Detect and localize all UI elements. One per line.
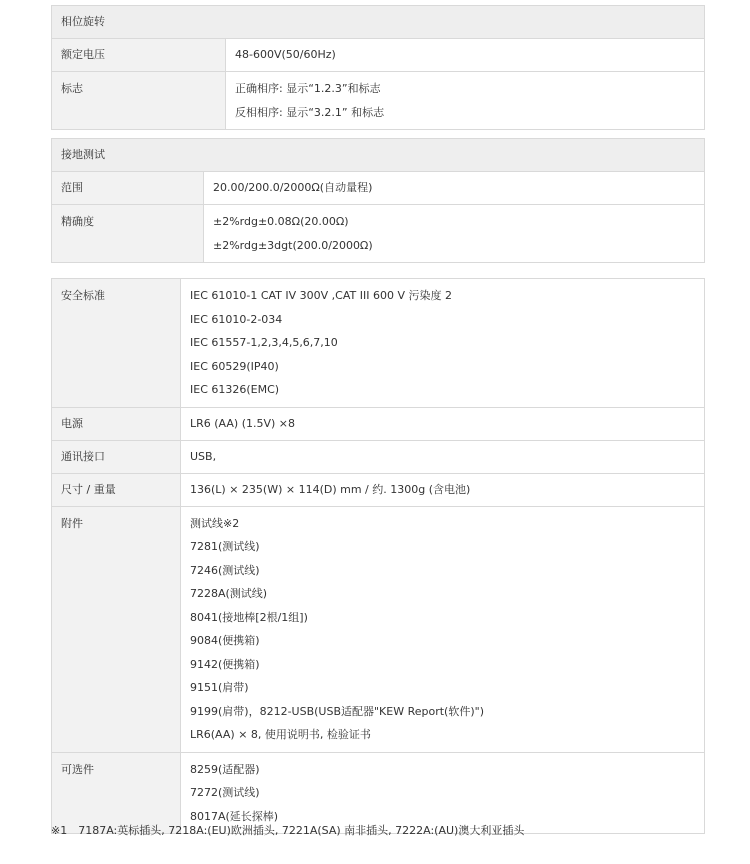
spec-label: 安全标准 xyxy=(52,279,181,407)
spec-row xyxy=(52,279,704,408)
spec-label: 精确度 xyxy=(52,205,204,262)
spec-label: 可选件 xyxy=(52,753,181,834)
spec-value xyxy=(204,205,704,262)
spec-value xyxy=(226,39,704,71)
spec-value-line: 136(L) × 235(W) × 114(D) mm / 约. 1300g (含电池) xyxy=(190,482,471,496)
spec-value xyxy=(204,172,704,204)
spec-row xyxy=(52,507,704,753)
spec-value-line: 8017A(延长探棒) xyxy=(190,809,279,823)
spec-value-line: 测试线※2 xyxy=(190,516,240,530)
spec-value-line: 8259(适配器) xyxy=(190,762,260,776)
spec-row xyxy=(52,72,704,129)
spec-value-line: ±2%rdg±3dgt(200.0/2000Ω) xyxy=(213,238,373,252)
spec-value-line: 反相相序: 显示“3.2.1” 和标志 xyxy=(235,105,385,119)
spec-row xyxy=(52,172,704,205)
spec-value-line: 7281(测试线) xyxy=(190,540,260,553)
spec-value-line: USB, xyxy=(190,449,217,463)
spec-value-line: 7272(测试线) xyxy=(190,786,260,799)
spec-value-line: IEC 60529(IP40) xyxy=(190,359,279,373)
spec-value-line: IEC 61010-2-034 xyxy=(190,312,283,326)
spec-value-line: LR6(AA) × 8, 使用说明书, 检验证书 xyxy=(190,728,371,741)
spec-value-line: IEC 61010-1 CAT IV 300V ,CAT III 600 V 污染度 2 xyxy=(190,289,452,302)
spec-value-line: 9199(肩带)，8212-USB(USB适配器"KEW Report(软件)") xyxy=(190,704,484,718)
spec-label: 附件 xyxy=(52,507,181,752)
phase-rotation-header: 相位旋转 xyxy=(52,6,704,39)
spec-value xyxy=(181,507,704,752)
spec-value-line: IEC 61326(EMC) xyxy=(190,383,280,396)
phase-rotation-table xyxy=(51,5,705,130)
spec-row xyxy=(52,205,704,262)
spec-value xyxy=(181,441,704,473)
spec-value-line: 正确相序: 显示“1.2.3”和标志 xyxy=(235,82,381,95)
spec-label: 通讯接口 xyxy=(52,441,181,473)
spec-value-line: 48-600V(50/60Hz) xyxy=(235,48,336,61)
spec-value xyxy=(181,474,704,506)
spec-row xyxy=(52,474,704,507)
spec-value-line: 9084(便携箱) xyxy=(190,634,260,647)
spec-row xyxy=(52,39,704,72)
spec-label: 标志 xyxy=(52,72,226,129)
spec-label: 尺寸 / 重量 xyxy=(52,474,181,506)
spec-value-line: 20.00/200.0/2000Ω(自动量程) xyxy=(213,181,373,194)
spec-value-line: 9142(便携箱) xyxy=(190,657,260,671)
spec-value-line: LR6 (AA) (1.5V) ×8 xyxy=(190,416,296,430)
ground-test-header: 接地测试 xyxy=(52,139,704,172)
spec-label: 电源 xyxy=(52,408,181,440)
spec-table xyxy=(51,278,705,834)
spec-value xyxy=(226,72,704,129)
spec-value-line: IEC 61557-1,2,3,4,5,6,7,10 xyxy=(190,336,338,349)
spec-label: 额定电压 xyxy=(52,39,226,71)
spec-value-line: 9151(肩带) xyxy=(190,681,249,694)
spec-value-line: ±2%rdg±0.08Ω(20.00Ω) xyxy=(213,215,349,228)
spec-value-line: 7228A(测试线) xyxy=(190,587,268,600)
spec-row xyxy=(52,441,704,474)
spec-label: 范围 xyxy=(52,172,204,204)
spec-value xyxy=(181,408,704,440)
spec-row xyxy=(52,408,704,441)
spec-value-line: 7246(测试线) xyxy=(190,563,260,577)
ground-test-table xyxy=(51,138,705,263)
spec-value-line: 8041(接地棒[2根/1组]) xyxy=(190,610,308,624)
spec-value xyxy=(181,279,704,407)
footnote: ※1 7187A:英标插头, 7218A:(EU)欧洲插头, 7221A(SA) 南非插头, 7222A:(AU)澳大利亚插头 xyxy=(51,824,525,837)
